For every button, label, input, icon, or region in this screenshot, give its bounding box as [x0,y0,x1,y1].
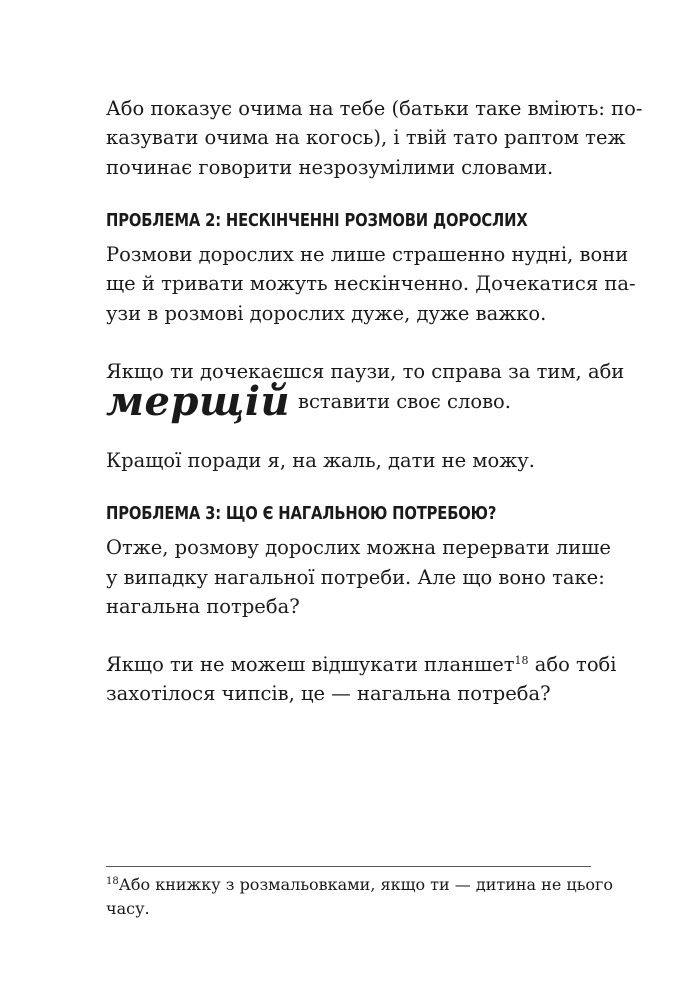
paragraph-1-line-1: Або показує очима на тебе (батьки таке вміють: по- [106,97,643,120]
footnote-line-2: часу. [106,899,150,918]
section-2-line-3: узи в розмові дорослих дуже, дуже важко. [106,302,547,325]
question-line-2: захотілося чипсів, це — нагальна потреба? [106,682,551,705]
footnote-ref[interactable]: 18 [514,654,529,667]
footnote-text: Або книжку з розмальовками, якщо ти — дитина не цього [118,875,614,894]
section-3-line-1: Отже, розмову дорослих можна перервати лише [106,536,611,559]
paragraph-1-line-3: починає говорити незрозумілими словами. [106,156,554,179]
footnote-marker: 18 [106,876,119,887]
pause-line: Якщо ти дочекаєшся паузи, то справа за тим, аби [106,360,625,383]
section-3-line-2: у випадку нагальної потреби. Але що воно таке: [106,566,605,589]
paragraph-1-line-2: казувати очима на когось), і твій тато раптом теж [106,126,626,149]
emphasis-word: мерщій [106,378,291,425]
question-line-1-start: Якщо ти не можеш відшукати планшет [106,653,515,676]
section-2-heading: ПРОБЛЕМА 2: НЕСКІНЧЕННІ РОЗМОВИ ДОРОСЛИХ [106,210,528,231]
question-line-1-end: або тобі [528,653,617,676]
section-2-line-2: ще й тривати можуть нескінченно. Дочекатися па- [106,272,636,295]
question-line-1 [106,653,617,677]
section-3-heading: ПРОБЛЕМА 3: ЩО Є НАГАЛЬНОЮ ПОТРЕБОЮ? [106,503,497,524]
section-3-line-3: нагальна потреба? [106,595,300,618]
footnote-divider [106,866,591,867]
footnote-line-1 [106,873,614,897]
advice-line: Кращої поради я, на жаль, дати не можу. [106,449,535,472]
emphasis-tail: вставити своє слово. [298,390,511,413]
section-2-line-1: Розмови дорослих не лише страшенно нудні, вони [106,243,629,266]
